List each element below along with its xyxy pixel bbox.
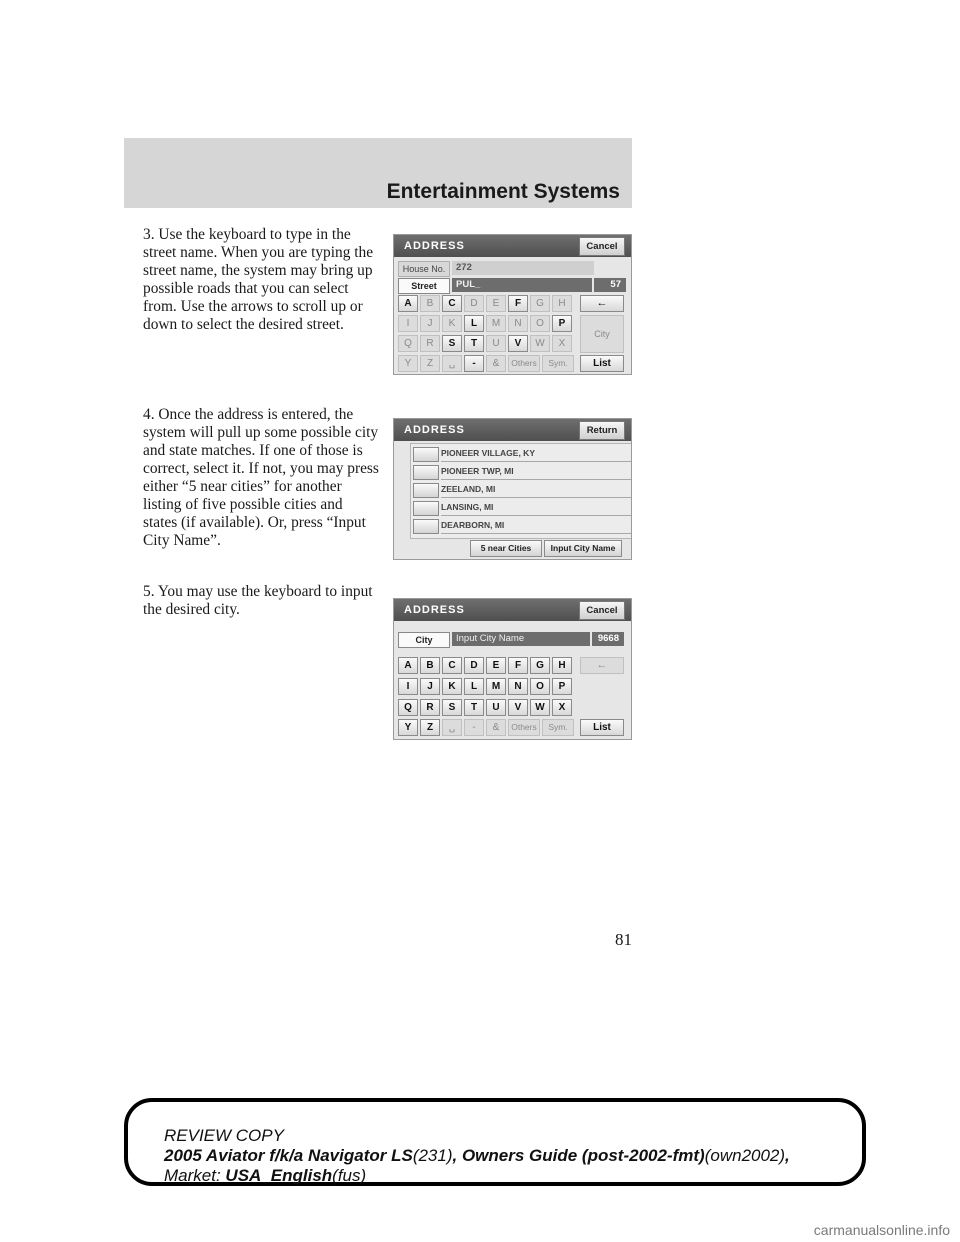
key-t[interactable]: T [464,699,484,716]
key-u[interactable]: U [486,335,506,352]
key-r[interactable]: R [420,699,440,716]
key-v[interactable]: V [508,335,528,352]
city-match-label: PIONEER TWP, MI [441,464,631,480]
key-c[interactable]: C [442,295,462,312]
step-5-text: 5. You may use the keyboard to input the desired city. [143,583,373,618]
select-button[interactable] [413,465,439,480]
key-q[interactable]: Q [398,699,418,716]
street-entry-screen [393,234,632,375]
guide-code: (own2002) [704,1146,786,1165]
key-u[interactable]: U [486,699,506,716]
page-number: 81 [615,930,632,949]
key-v[interactable]: V [508,699,528,716]
key-k[interactable]: K [442,315,462,332]
guide-name: Owners Guide (post-2002-fmt) [461,1146,705,1165]
select-button[interactable] [413,519,439,534]
list-item[interactable] [413,446,631,462]
list-item[interactable] [413,464,631,480]
screen-title: ADDRESS [404,604,465,616]
city-match-label: LANSING, MI [441,500,631,516]
key-z[interactable]: Z [420,719,440,736]
hyphen-key[interactable]: - [464,355,484,372]
market-label: Market: [164,1166,221,1185]
screen-titlebar [394,235,631,257]
cancel-button[interactable]: Cancel [579,601,625,620]
select-button[interactable] [413,501,439,516]
backspace-key[interactable]: ← [580,295,624,312]
city-field[interactable]: Input City Name [452,632,590,646]
space-key[interactable]: ␣ [442,355,462,372]
list-item[interactable] [413,518,631,534]
key-j[interactable]: J [420,315,440,332]
ampersand-key[interactable]: & [486,355,506,372]
list-item[interactable] [413,482,631,498]
key-b[interactable]: B [420,295,440,312]
input-city-name-button[interactable]: Input City Name [544,540,622,557]
key-s[interactable]: S [442,335,462,352]
ampersand-key[interactable]: & [486,719,506,736]
vehicle-code: (231) [412,1146,453,1165]
list-button[interactable]: List [580,355,624,372]
key-r[interactable]: R [420,335,440,352]
city-button[interactable]: City [580,315,624,353]
market-line [164,1166,366,1186]
review-copy-label: REVIEW COPY [164,1126,284,1145]
key-d[interactable]: D [464,657,484,674]
key-p[interactable]: P [552,315,572,332]
key-e[interactable]: E [486,295,506,312]
key-o[interactable]: O [530,678,550,695]
others-key[interactable]: Others [508,719,540,736]
city-match-label: DEARBORN, MI [441,518,631,534]
key-o[interactable]: O [530,315,550,332]
key-w[interactable]: W [530,699,550,716]
key-t[interactable]: T [464,335,484,352]
key-l[interactable]: L [464,315,484,332]
symbols-key[interactable]: Sym. [542,719,574,736]
city-match-label: ZEELAND, MI [441,482,631,498]
cancel-button[interactable]: Cancel [579,237,625,256]
key-d[interactable]: D [464,295,484,312]
step-3-text: 3. Use the keyboard to type in the street name. When you are typing the street name, the system may bring up possible roads that you can select from. Use the arrows to scroll up or down to select the desired street. [143,226,374,333]
key-f[interactable]: F [508,295,528,312]
city-matches-screen [393,418,632,560]
key-k[interactable]: K [442,678,462,695]
house-number-field[interactable]: 272 [452,261,594,275]
street-label[interactable]: Street [398,278,450,294]
screen-title: ADDRESS [404,240,465,252]
hyphen-key[interactable]: - [464,719,484,736]
city-label[interactable]: City [398,632,450,648]
house-number-label[interactable]: House No. [398,261,450,277]
space-key[interactable]: ␣ [442,719,462,736]
market-code: (fus) [332,1166,367,1185]
key-e[interactable]: E [486,657,506,674]
key-w[interactable]: W [530,335,550,352]
vehicle-name: 2005 Aviator f/k/a Navigator LS [164,1146,413,1165]
key-g[interactable]: G [530,295,550,312]
screen-titlebar [394,419,631,441]
return-button[interactable]: Return [579,421,625,440]
key-m[interactable]: M [486,678,506,695]
key-y[interactable]: Y [398,355,418,372]
key-i[interactable]: I [398,678,418,695]
match-count: 57 [594,278,626,292]
key-a[interactable]: A [398,295,418,312]
city-match-label: PIONEER VILLAGE, KY [441,446,631,462]
near-cities-button[interactable]: 5 near Cities [470,540,542,557]
key-m[interactable]: M [486,315,506,332]
list-item[interactable] [413,500,631,516]
key-z[interactable]: Z [420,355,440,372]
key-n[interactable]: N [508,678,528,695]
street-field[interactable]: PUL_ [452,278,592,292]
key-g[interactable]: G [530,657,550,674]
key-i[interactable]: I [398,315,418,332]
city-entry-screen [393,598,632,740]
select-button[interactable] [413,483,439,498]
header-band [124,138,632,208]
key-h[interactable]: H [552,657,572,674]
backspace-key[interactable]: ← [580,657,624,674]
key-j[interactable]: J [420,678,440,695]
key-s[interactable]: S [442,699,462,716]
city-match-list [410,443,632,539]
screen-titlebar [394,599,631,621]
others-key[interactable]: Others [508,355,540,372]
key-b[interactable]: B [420,657,440,674]
step-4-text: 4. Once the address is entered, the system will pull up some possible city and state matches. If one of those is correct, select it. If not, you may press either “5 near cities” for another listing of five possible cities and states (if available). Or, press “Input City Name”. [143,406,379,549]
key-x[interactable]: X [552,699,572,716]
publication-line: 2005 Aviator f/k/a Navigator LS(231), Owners Guide (post-2002-fmt)(own2002), [164,1146,790,1165]
key-c[interactable]: C [442,657,462,674]
screen-title: ADDRESS [404,424,465,436]
section-title: Entertainment Systems [386,180,620,203]
match-count: 9668 [592,632,624,646]
list-button[interactable]: List [580,719,624,736]
key-h[interactable]: H [552,295,572,312]
market-value: USA_English [225,1166,333,1185]
key-l[interactable]: L [464,678,484,695]
symbols-key[interactable]: Sym. [542,355,574,372]
select-button[interactable] [413,447,439,462]
key-x[interactable]: X [552,335,572,352]
key-y[interactable]: Y [398,719,418,736]
key-n[interactable]: N [508,315,528,332]
key-a[interactable]: A [398,657,418,674]
key-p[interactable]: P [552,678,572,695]
watermark: carmanualsonline.info [813,1222,950,1238]
key-q[interactable]: Q [398,335,418,352]
key-f[interactable]: F [508,657,528,674]
